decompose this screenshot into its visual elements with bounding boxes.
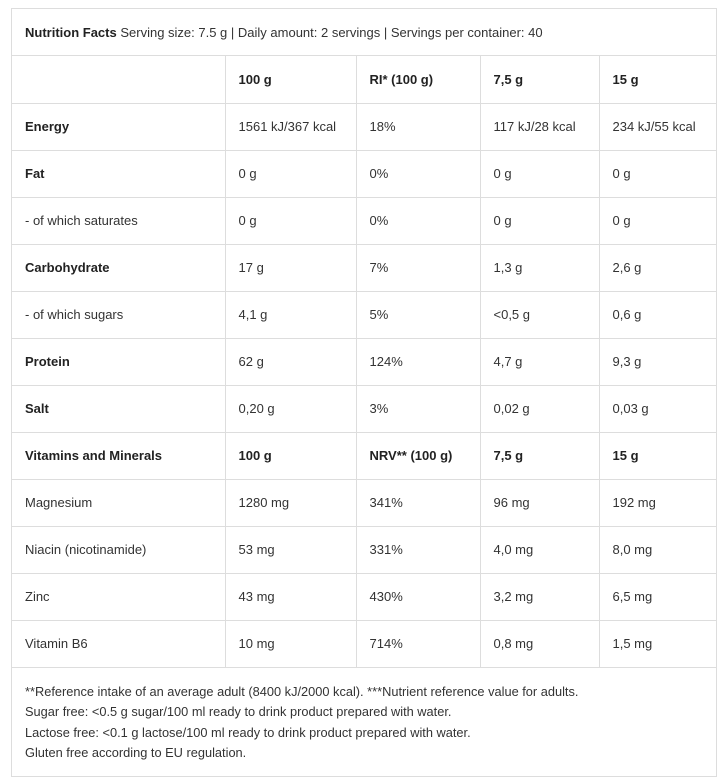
table-cell: 9,3 g xyxy=(599,338,716,385)
table-cell: 7% xyxy=(356,244,480,291)
column-header: 15 g xyxy=(599,432,716,479)
table-row xyxy=(12,479,716,526)
row-label: Niacin (nicotinamide) xyxy=(12,526,225,573)
table-cell: 234 kJ/55 kcal xyxy=(599,103,716,150)
table-cell: 96 mg xyxy=(480,479,599,526)
column-header: 7,5 g xyxy=(480,432,599,479)
table-cell: 0,02 g xyxy=(480,385,599,432)
footnote-line: **Reference intake of an average adult (8400 kJ/2000 kcal). ***Nutrient reference value for adults. xyxy=(25,683,579,699)
row-label: - of which sugars xyxy=(12,291,225,338)
table-cell: 0 g xyxy=(599,197,716,244)
row-label: Zinc xyxy=(12,573,225,620)
column-header: 100 g xyxy=(225,56,356,103)
serving-info: Serving size: 7.5 g | Daily amount: 2 servings | Servings per container: 40 xyxy=(116,24,543,40)
vitamins-header-row xyxy=(12,432,716,479)
row-label: Energy xyxy=(12,103,225,150)
table-cell: 2,6 g xyxy=(599,244,716,291)
table-cell: 1,5 mg xyxy=(599,620,716,667)
table-row xyxy=(12,573,716,620)
table-cell: <0,5 g xyxy=(480,291,599,338)
table-cell: 53 mg xyxy=(225,526,356,573)
table-header-row xyxy=(12,56,716,103)
table-row xyxy=(12,103,716,150)
column-header: 15 g xyxy=(599,56,716,103)
table-cell: 331% xyxy=(356,526,480,573)
table-cell: 6,5 mg xyxy=(599,573,716,620)
column-header: RI* (100 g) xyxy=(356,56,480,103)
table-row xyxy=(12,244,716,291)
table-cell: 0 g xyxy=(480,197,599,244)
table-cell: 124% xyxy=(356,338,480,385)
table-cell: 0% xyxy=(356,197,480,244)
table-cell: 1280 mg xyxy=(225,479,356,526)
table-cell: 4,0 mg xyxy=(480,526,599,573)
table-cell: 117 kJ/28 kcal xyxy=(480,103,599,150)
table-cell: 1,3 g xyxy=(480,244,599,291)
footnote-line: Lactose free: <0.1 g lactose/100 ml ready to drink product prepared with water. xyxy=(25,724,471,740)
row-label: Vitamin B6 xyxy=(12,620,225,667)
table-row xyxy=(12,338,716,385)
table-cell: 1561 kJ/367 kcal xyxy=(225,103,356,150)
column-header: 100 g xyxy=(225,432,356,479)
table-cell: 192 mg xyxy=(599,479,716,526)
nutrition-header xyxy=(12,9,716,56)
row-label: Protein xyxy=(12,338,225,385)
row-label: Fat xyxy=(12,150,225,197)
table-row xyxy=(12,620,716,667)
table-cell: 0,8 mg xyxy=(480,620,599,667)
row-label: Carbohydrate xyxy=(12,244,225,291)
table-row xyxy=(12,526,716,573)
table-cell: 0 g xyxy=(480,150,599,197)
column-header: Vitamins and Minerals xyxy=(12,432,225,479)
footnotes xyxy=(12,668,716,764)
table-cell: 0,6 g xyxy=(599,291,716,338)
table-cell: 5% xyxy=(356,291,480,338)
table-cell: 4,7 g xyxy=(480,338,599,385)
column-header xyxy=(12,56,225,103)
table-cell: 0% xyxy=(356,150,480,197)
nutrition-facts-panel xyxy=(11,8,717,777)
column-header: 7,5 g xyxy=(480,56,599,103)
table-row xyxy=(12,291,716,338)
footnote-line: Gluten free according to EU regulation. xyxy=(25,745,247,760)
table-cell: 0,20 g xyxy=(225,385,356,432)
nutrition-table xyxy=(12,56,716,668)
table-cell: 4,1 g xyxy=(225,291,356,338)
table-cell: 0 g xyxy=(225,150,356,197)
row-label: Magnesium xyxy=(12,479,225,526)
footnote-line: Sugar free: <0.5 g sugar/100 ml ready to drink product prepared with water. xyxy=(25,704,452,719)
table-row xyxy=(12,150,716,197)
nutrition-title: Nutrition Facts xyxy=(25,24,117,40)
table-cell: 43 mg xyxy=(225,573,356,620)
table-cell: 18% xyxy=(356,103,480,150)
table-cell: 0,03 g xyxy=(599,385,716,432)
table-cell: 0 g xyxy=(599,150,716,197)
table-cell: 430% xyxy=(356,573,480,620)
table-cell: 714% xyxy=(356,620,480,667)
table-cell: 3% xyxy=(356,385,480,432)
table-row xyxy=(12,385,716,432)
table-cell: 62 g xyxy=(225,338,356,385)
table-cell: 17 g xyxy=(225,244,356,291)
table-cell: 8,0 mg xyxy=(599,526,716,573)
row-label: Salt xyxy=(12,385,225,432)
row-label: - of which saturates xyxy=(12,197,225,244)
table-row xyxy=(12,197,716,244)
table-cell: 341% xyxy=(356,479,480,526)
column-header: NRV** (100 g) xyxy=(356,432,480,479)
table-cell: 10 mg xyxy=(225,620,356,667)
table-cell: 3,2 mg xyxy=(480,573,599,620)
table-cell: 0 g xyxy=(225,197,356,244)
